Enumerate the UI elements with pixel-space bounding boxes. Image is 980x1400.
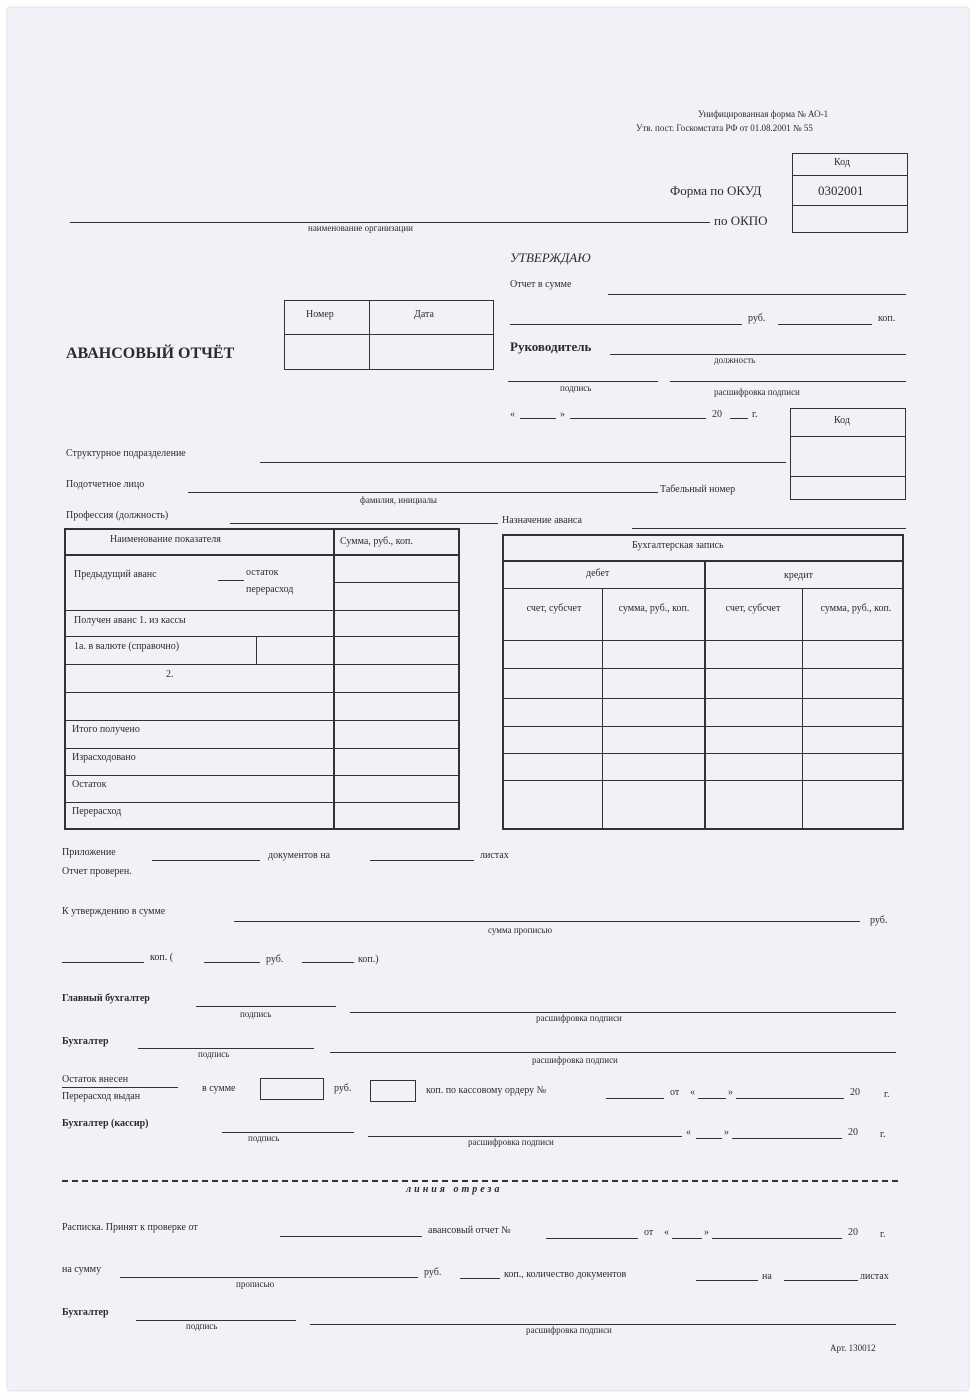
profession-line[interactable] bbox=[230, 523, 498, 524]
receipt-sheets-line[interactable] bbox=[784, 1280, 858, 1281]
cut-dashed-line bbox=[62, 1180, 898, 1182]
attachment-count-line[interactable] bbox=[152, 860, 260, 861]
receipt-accepted-from-line[interactable] bbox=[280, 1236, 422, 1237]
cash-year-label: 20 bbox=[850, 1087, 860, 1098]
cashier-date-close: » bbox=[724, 1127, 729, 1138]
date-close-quote: » bbox=[560, 409, 565, 420]
total-received-label: Итого получено bbox=[72, 724, 140, 735]
cash-date-close: » bbox=[728, 1087, 733, 1098]
purpose-label: Назначение аванса bbox=[502, 515, 582, 526]
approve-day-line[interactable] bbox=[520, 418, 556, 419]
prev-remainder-label: остаток bbox=[246, 567, 279, 578]
date-label: Дата bbox=[414, 309, 434, 320]
receipt-decode-caption: расшифровка подписи bbox=[526, 1325, 612, 1335]
cash-order-label: коп. по кассовому ордеру № bbox=[426, 1085, 547, 1096]
debit-label: дебет bbox=[586, 568, 610, 579]
doc-title: АВАНСОВЫЙ ОТЧЁТ bbox=[66, 345, 235, 362]
cash-rub-box[interactable] bbox=[260, 1078, 324, 1100]
item-2-label: 2. bbox=[166, 669, 174, 680]
profession-label: Профессия (должность) bbox=[66, 510, 169, 521]
accounting-entry-table bbox=[502, 534, 904, 830]
cut-line-label: линия отреза bbox=[402, 1185, 506, 1195]
head-signature-line[interactable] bbox=[508, 381, 658, 382]
receipt-rub-label: руб. bbox=[424, 1267, 442, 1278]
receipt-year-label: 20 bbox=[848, 1227, 858, 1238]
overrun-label: Перерасход bbox=[72, 806, 122, 817]
received-label: Получен аванс 1. из кассы bbox=[74, 615, 186, 626]
balance-label: Остаток bbox=[72, 779, 107, 790]
approve-rub-label: руб. bbox=[870, 915, 888, 926]
number-field[interactable] bbox=[287, 337, 367, 367]
kop-line[interactable] bbox=[778, 324, 872, 325]
purpose-line[interactable] bbox=[632, 528, 906, 529]
cashier-date-open: « bbox=[686, 1127, 691, 1138]
prev-advance-label: Предыдущий аванс bbox=[74, 569, 157, 580]
digits-rub-label: руб. bbox=[266, 954, 284, 965]
chief-accountant-label: Главный бухгалтер bbox=[62, 993, 150, 1004]
prev-overspend-label: перерасход bbox=[246, 584, 294, 595]
article-number: Арт. 130012 bbox=[830, 1343, 876, 1353]
okud-label: Форма по ОКУД bbox=[670, 183, 762, 198]
code-header: Код bbox=[834, 157, 850, 168]
report-sum-label: Отчет в сумме bbox=[510, 279, 572, 290]
receipt-g-label: г. bbox=[880, 1229, 886, 1240]
debit-account-header: счет, субсчет bbox=[526, 603, 582, 614]
head-label: Руководитель bbox=[510, 339, 592, 354]
chief-decode-caption: расшифровка подписи bbox=[536, 1013, 622, 1023]
receipt-for-sum-label: на сумму bbox=[62, 1264, 102, 1275]
kop-close-label: коп.) bbox=[358, 954, 379, 965]
spent-label: Израсходовано bbox=[72, 752, 136, 763]
number-label: Номер bbox=[306, 309, 334, 320]
approve-month-line[interactable] bbox=[570, 418, 706, 419]
accounting-entry-title: Бухгалтерская запись bbox=[632, 540, 724, 551]
department-label: Структурное подразделение bbox=[66, 448, 186, 459]
okud-value: 0302001 bbox=[818, 183, 864, 198]
signature-caption: подпись bbox=[560, 383, 592, 393]
tab-number-label: Табельный номер bbox=[660, 484, 736, 495]
accountant-decode-line[interactable] bbox=[330, 1052, 896, 1053]
cashier-signature-line[interactable] bbox=[222, 1132, 354, 1133]
receipt-accountant-label: Бухгалтер bbox=[62, 1307, 109, 1318]
receipt-accepted-label: Расписка. Принят к проверке от bbox=[62, 1222, 198, 1233]
credit-label: кредит bbox=[784, 570, 813, 581]
in-sum-label: в сумме bbox=[202, 1083, 236, 1094]
receipt-from-label: от bbox=[644, 1227, 654, 1238]
approve-sum-line[interactable] bbox=[234, 921, 860, 922]
form-label: Унифицированная форма № АО-1 bbox=[698, 109, 829, 119]
accountable-label: Подотчетное лицо bbox=[66, 479, 145, 490]
kop-label: коп. bbox=[878, 313, 896, 324]
okpo-label: по ОКПО bbox=[714, 213, 768, 228]
receipt-day-line[interactable] bbox=[672, 1238, 702, 1239]
receipt-date-open: « bbox=[664, 1227, 669, 1238]
rub-label: руб. bbox=[748, 313, 766, 324]
cash-g-label: г. bbox=[884, 1089, 890, 1100]
approve-sum-label: К утверждению в сумме bbox=[62, 906, 166, 917]
sheets-label: листах bbox=[480, 850, 509, 861]
cash-month-line[interactable] bbox=[736, 1098, 844, 1099]
year-label: 20 bbox=[712, 409, 722, 420]
sheets-count-line[interactable] bbox=[370, 860, 474, 861]
digits-kop-line[interactable] bbox=[302, 962, 354, 963]
date-open-quote: « bbox=[510, 409, 515, 420]
receipt-kop-line[interactable] bbox=[460, 1278, 500, 1279]
decode-caption: расшифровка подписи bbox=[714, 387, 800, 397]
cashier-month-line[interactable] bbox=[732, 1138, 842, 1139]
kop-open-label: коп. ( bbox=[150, 952, 174, 963]
head-decode-line[interactable] bbox=[670, 381, 906, 382]
receipt-on-label: на bbox=[762, 1271, 772, 1282]
sum-words-caption: сумма прописью bbox=[488, 925, 553, 935]
cashier-year-label: 20 bbox=[848, 1127, 858, 1138]
receipt-month-line[interactable] bbox=[712, 1238, 842, 1239]
cash-rub-label: руб. bbox=[334, 1083, 352, 1094]
accountable-line[interactable] bbox=[188, 492, 658, 493]
head-position-line[interactable] bbox=[610, 354, 906, 355]
cash-order-number-line[interactable] bbox=[606, 1098, 664, 1099]
chief-signature-caption: подпись bbox=[240, 1009, 272, 1019]
cash-day-line[interactable] bbox=[698, 1098, 726, 1099]
currency-label: 1а. в валюте (справочно) bbox=[74, 641, 180, 652]
credit-amount-header: сумма, руб., коп. bbox=[820, 603, 892, 614]
cashier-label: Бухгалтер (кассир) bbox=[62, 1118, 149, 1129]
name-caption: фамилия, инициалы bbox=[360, 495, 437, 505]
attachment-label: Приложение bbox=[62, 847, 116, 858]
receipt-sheets-label: листах bbox=[860, 1271, 889, 1282]
cashier-g-label: г. bbox=[880, 1129, 886, 1140]
year-suffix: г. bbox=[752, 409, 758, 420]
docs-on-label: документов на bbox=[268, 850, 331, 861]
col-amount: Сумма, руб., коп. bbox=[340, 536, 413, 547]
cash-date-open: « bbox=[690, 1087, 695, 1098]
accountant-decode-caption: расшифровка подписи bbox=[532, 1055, 618, 1065]
code-header-2: Код bbox=[834, 415, 850, 426]
receipt-signature-caption: подпись bbox=[186, 1321, 218, 1331]
cashier-day-line[interactable] bbox=[696, 1138, 722, 1139]
receipt-report-no-label: авансовый отчет № bbox=[428, 1225, 511, 1236]
form-page bbox=[8, 8, 968, 1390]
receipt-report-number-line[interactable] bbox=[546, 1238, 638, 1239]
receipt-in-words-caption: прописью bbox=[236, 1279, 275, 1289]
approval-reference: Утв. пост. Госкомстата РФ от 01.08.2001 № 55 bbox=[636, 123, 813, 133]
checked-label: Отчет проверен. bbox=[62, 866, 132, 877]
digits-rub-line[interactable] bbox=[204, 962, 260, 963]
report-sum-line[interactable] bbox=[608, 294, 906, 295]
receipt-date-close: » bbox=[704, 1227, 709, 1238]
debit-amount-header: сумма, руб., коп. bbox=[618, 603, 690, 614]
organization-caption: наименование организации bbox=[308, 223, 413, 233]
cashier-signature-caption: подпись bbox=[248, 1133, 280, 1143]
cash-kop-box[interactable] bbox=[370, 1080, 416, 1102]
accountant-signature-caption: подпись bbox=[198, 1049, 230, 1059]
receipt-doc-count-line[interactable] bbox=[696, 1280, 758, 1281]
accountant-label: Бухгалтер bbox=[62, 1036, 109, 1047]
credit-account-header: счет, субсчет bbox=[725, 603, 781, 614]
receipt-sum-words-line[interactable] bbox=[120, 1277, 418, 1278]
col-indicator-name: Наименование показателя bbox=[110, 534, 221, 545]
department-line[interactable] bbox=[260, 462, 786, 463]
chief-decode-line[interactable] bbox=[350, 1012, 896, 1013]
cash-from-label: от bbox=[670, 1087, 680, 1098]
report-sum-line-2[interactable] bbox=[510, 324, 742, 325]
approve-kop-line[interactable] bbox=[62, 962, 144, 963]
date-field[interactable] bbox=[371, 337, 491, 367]
remainder-deposited-label: Остаток внесен bbox=[62, 1074, 129, 1085]
overspend-issued-label: Перерасход выдан bbox=[62, 1091, 141, 1102]
cashier-decode-caption: расшифровка подписи bbox=[468, 1137, 554, 1147]
chief-signature-line[interactable] bbox=[196, 1006, 336, 1007]
approve-year-line[interactable] bbox=[730, 418, 748, 419]
receipt-doc-count-label: коп., количество документов bbox=[504, 1269, 627, 1280]
position-caption: должность bbox=[714, 355, 756, 365]
approve-title: УТВЕРЖДАЮ bbox=[510, 250, 591, 265]
